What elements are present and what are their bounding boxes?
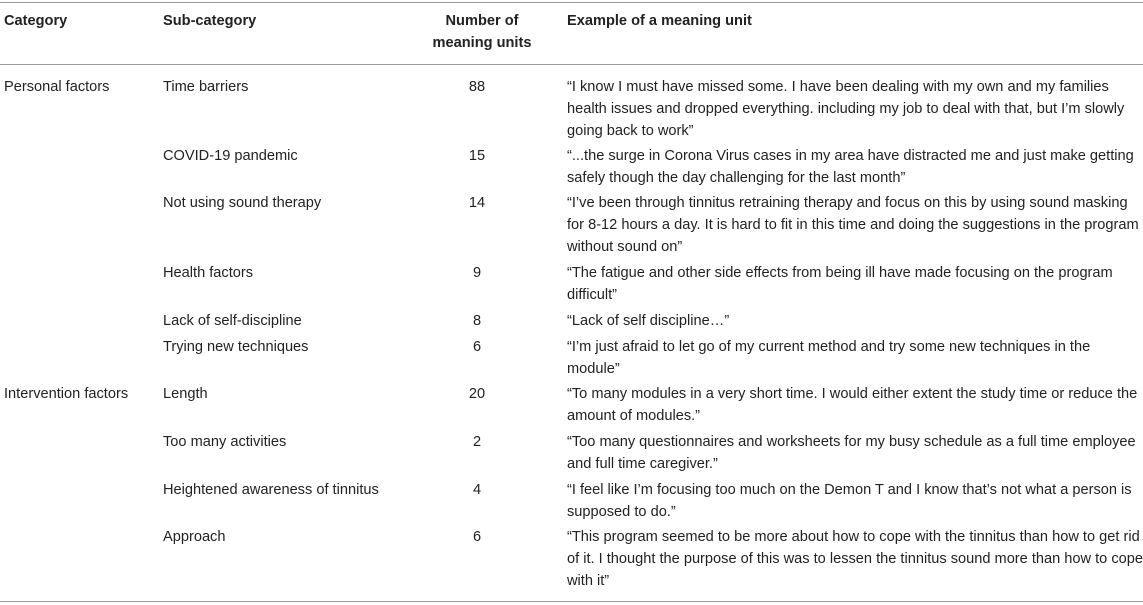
row-sub-category: COVID-19 pandemic (163, 148, 298, 164)
header-sub-category: Sub-category (163, 13, 257, 29)
row-example: “To many modules in a very short time. I would either extent the study time or reduce the amount of modules.” (567, 386, 1138, 424)
row-count: 6 (472, 529, 482, 545)
row-example: “I feel like I’m focusing too much on the Demon T and I know that’s not what a person is supposed to do.” (567, 482, 1132, 520)
row-example: “Too many questionnaires and worksheets for my busy schedule as a full time employee and full time caregiver.” (567, 434, 1136, 472)
row-sub-category: Length (163, 386, 208, 402)
header-example: Example of a meaning unit (567, 13, 752, 29)
row-count: 4 (472, 482, 482, 498)
row-category: Intervention factors (4, 386, 129, 402)
header-number-of-meaning-units: Number of meaning units (432, 13, 532, 51)
row-count: 2 (472, 434, 482, 450)
row-sub-category: Lack of self-discipline (163, 313, 302, 329)
row-sub-category: Trying new techniques (163, 339, 309, 355)
row-example: “I know I must have missed some. I have been dealing with my own and my families health issues and dropped everything. including my job to deal with that, but I’m slowly going back to work” (567, 79, 1125, 139)
row-sub-category: Health factors (163, 265, 254, 281)
row-sub-category: Time barriers (163, 79, 249, 95)
row-example: “...the surge in Corona Virus cases in my area have distracted me and just make getting safely though the day challenging for the last month” (567, 148, 1134, 186)
top-rule (0, 2, 1143, 3)
row-example: “I’ve been through tinnitus retraining therapy and focus on this by using sound masking for 8-12 hours a day. It is hard to fit in this time and doing the suggestions in the program without sound on” (567, 195, 1139, 255)
row-sub-category: Not using sound therapy (163, 195, 322, 211)
row-sub-category: Heightened awareness of tinnitus (163, 482, 379, 498)
bottom-rule (0, 601, 1143, 602)
row-sub-category: Too many activities (163, 434, 287, 450)
row-example: “Lack of self discipline…” (567, 313, 730, 329)
row-sub-category: Approach (163, 529, 226, 545)
row-count: 14 (468, 195, 486, 211)
row-count: 15 (468, 148, 486, 164)
row-count: 6 (472, 339, 482, 355)
row-example: “The fatigue and other side effects from being ill have made focusing on the program difficult” (567, 265, 1113, 303)
row-count: 9 (472, 265, 482, 281)
header-rule (0, 64, 1143, 65)
row-category: Personal factors (4, 79, 110, 95)
row-example: “I’m just afraid to let go of my current method and try some new techniques in the module” (567, 339, 1091, 377)
row-example: “This program seemed to be more about how to cope with the tinnitus than how to get rid of it. I thought the purpose of this was to lessen the tinnitus sound more than how to cope with it” (567, 529, 1143, 589)
header-category: Category (4, 13, 68, 29)
row-count: 88 (468, 79, 486, 95)
row-count: 8 (472, 313, 482, 329)
row-count: 20 (468, 386, 486, 402)
